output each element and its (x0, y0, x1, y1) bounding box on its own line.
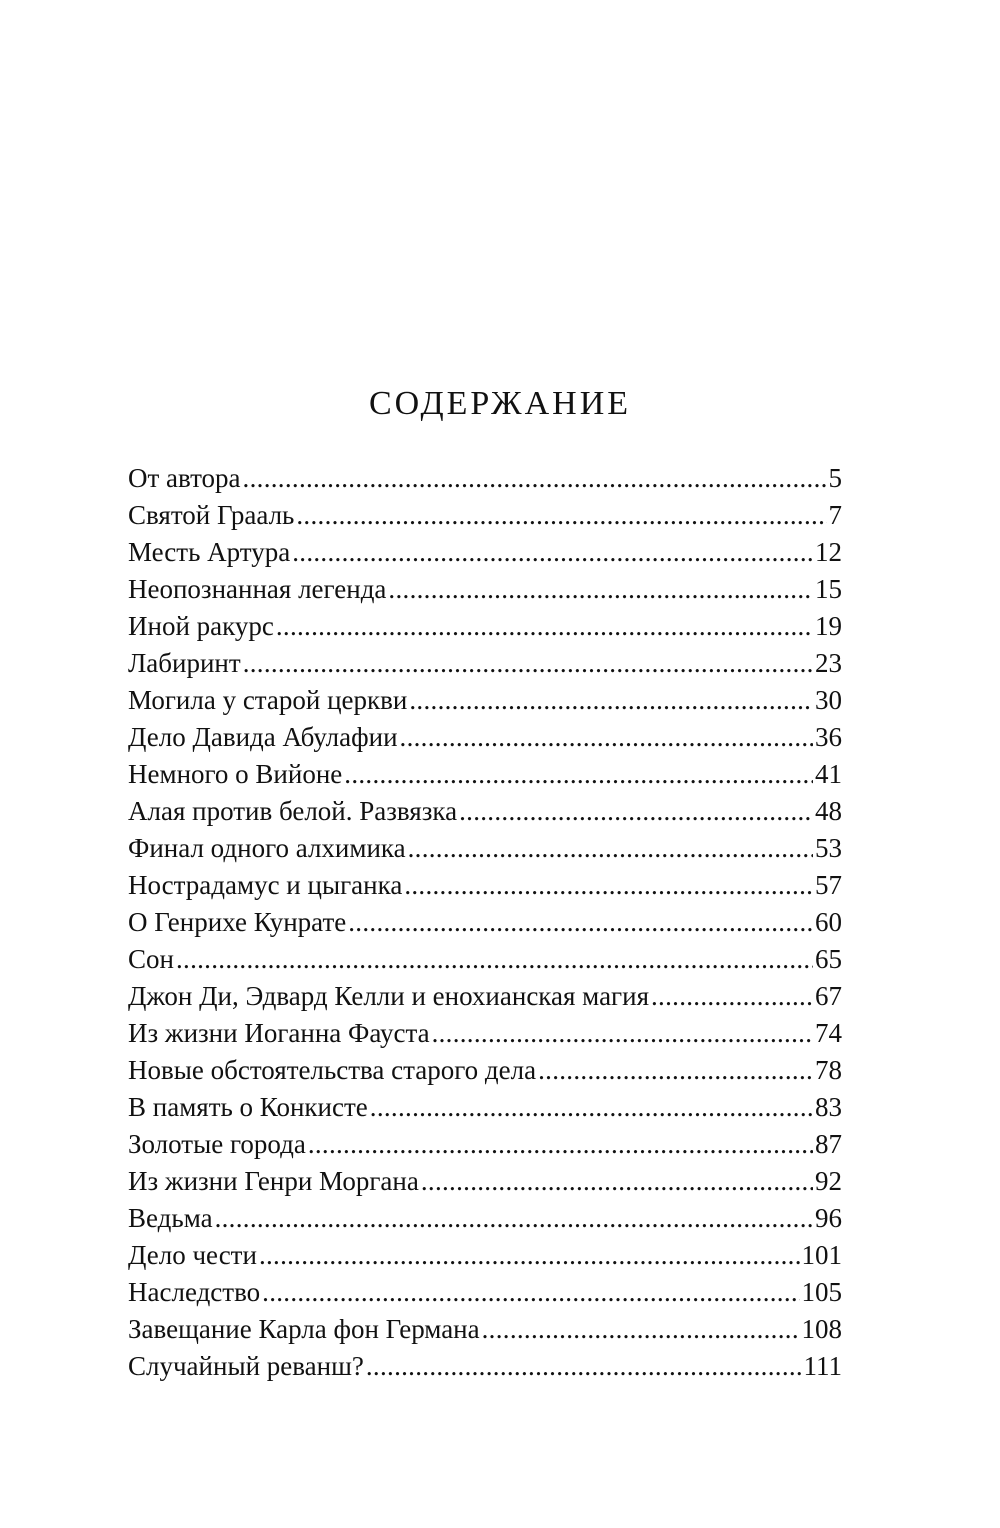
toc-entry (128, 1311, 842, 1348)
toc-entry-title: Лабиринт (128, 648, 241, 678)
toc-dot-leader (432, 1015, 813, 1052)
toc-entry-page-number: 74 (815, 1018, 842, 1048)
toc-entry-title: В память о Конкисте (128, 1092, 368, 1122)
toc-entry (128, 1126, 842, 1163)
toc-dot-leader (176, 941, 813, 978)
toc-entry-title: Иной ракурс (128, 611, 274, 641)
toc-entry-page-number: 96 (815, 1203, 842, 1233)
toc-dot-leader (262, 1274, 799, 1311)
toc-dot-leader (538, 1052, 813, 1089)
toc-dot-leader (388, 571, 813, 608)
toc-entry-page-number: 7 (828, 500, 842, 530)
toc-entry-title: Дело Давида Абулафии (128, 722, 398, 752)
toc-entry (128, 460, 842, 497)
toc-entry (128, 497, 842, 534)
toc-entry-title: Из жизни Иоганна Фауста (128, 1018, 430, 1048)
toc-dot-leader (215, 1200, 813, 1237)
toc-entry-page-number: 60 (815, 907, 842, 937)
toc-entry-page-number: 41 (815, 759, 842, 789)
toc-entry-title: Завещание Карла фон Германа (128, 1314, 480, 1344)
toc-entry-title: Алая против белой. Развязка (128, 796, 458, 826)
toc-entry (128, 682, 842, 719)
toc-entry (128, 534, 842, 571)
toc-entry-page-number: 57 (815, 870, 842, 900)
toc-dot-leader (348, 904, 813, 941)
toc-entry-page-number: 53 (815, 833, 842, 863)
toc-entry (128, 1237, 842, 1274)
toc-entry (128, 571, 842, 608)
toc-entry-title: Новые обстоятельства старого дела (128, 1055, 537, 1085)
toc-list (128, 460, 842, 1385)
toc-entry (128, 756, 842, 793)
toc-entry-title: Финал одного алхимика (128, 833, 406, 863)
toc-dot-leader (296, 497, 826, 534)
toc-entry (128, 1015, 842, 1052)
toc-entry-page-number: 101 (801, 1240, 842, 1270)
toc-dot-leader (400, 719, 813, 756)
toc-dot-leader (243, 460, 827, 497)
toc-entry-title: Неопознанная легенда (128, 574, 387, 604)
toc-dot-leader (308, 1126, 813, 1163)
toc-entry (128, 867, 842, 904)
toc-entry (128, 1274, 842, 1311)
toc-entry-title: Наследство (128, 1277, 261, 1307)
toc-dot-leader (651, 978, 813, 1015)
toc-entry-title: Месть Артура (128, 537, 291, 567)
toc-entry-page-number: 92 (815, 1166, 842, 1196)
toc-dot-leader (409, 682, 813, 719)
toc-entry-page-number: 111 (803, 1351, 842, 1381)
toc-entry (128, 1348, 842, 1385)
toc-dot-leader (243, 645, 813, 682)
toc-dot-leader (421, 1163, 813, 1200)
toc-dot-leader (276, 608, 813, 645)
toc-dot-leader (370, 1089, 813, 1126)
toc-entry-title: Из жизни Генри Моргана (128, 1166, 419, 1196)
toc-entry-title: О Генрихе Кунрате (128, 907, 347, 937)
toc-entry-page-number: 105 (801, 1277, 842, 1307)
toc-entry (128, 793, 842, 830)
toc-entry-page-number: 23 (815, 648, 842, 678)
toc-dot-leader (344, 756, 813, 793)
toc-entry-title: Джон Ди, Эдвард Келли и енохианская магия (128, 981, 649, 1011)
toc-entry-title: Нострадамус и цыганка (128, 870, 403, 900)
toc-entry (128, 978, 842, 1015)
toc-entry (128, 830, 842, 867)
toc-entry-title: От автора (128, 463, 241, 493)
toc-dot-leader (366, 1348, 802, 1385)
toc-dot-leader (408, 830, 813, 867)
toc-entry-page-number: 36 (815, 722, 842, 752)
toc-entry-title: Немного о Вийоне (128, 759, 343, 789)
toc-entry (128, 941, 842, 978)
toc-entry-page-number: 30 (815, 685, 842, 715)
toc-entry (128, 608, 842, 645)
toc-entry (128, 904, 842, 941)
toc-entry (128, 719, 842, 756)
toc-entry-page-number: 67 (815, 981, 842, 1011)
toc-entry-page-number: 15 (815, 574, 842, 604)
toc-entry-title: Могила у старой церкви (128, 685, 408, 715)
toc-entry-title: Случайный реванш? (128, 1351, 364, 1381)
toc-entry-page-number: 5 (828, 463, 842, 493)
toc-entry-title: Ведьма (128, 1203, 213, 1233)
toc-entry (128, 645, 842, 682)
toc-entry-page-number: 108 (801, 1314, 842, 1344)
toc-entry-title: Дело чести (128, 1240, 257, 1270)
toc-entry-title: Святой Грааль (128, 500, 295, 530)
toc-dot-leader (482, 1311, 800, 1348)
toc-entry-page-number: 48 (815, 796, 842, 826)
toc-entry-page-number: 83 (815, 1092, 842, 1122)
toc-entry-title: Золотые города (128, 1129, 306, 1159)
toc-entry (128, 1163, 842, 1200)
toc-entry (128, 1089, 842, 1126)
page-title: СОДЕРЖАНИЕ (368, 385, 632, 422)
toc-entry-page-number: 87 (815, 1129, 842, 1159)
toc-dot-leader (404, 867, 813, 904)
toc-entry-page-number: 78 (815, 1055, 842, 1085)
toc-entry (128, 1052, 842, 1089)
toc-dot-leader (259, 1237, 800, 1274)
toc-dot-leader (459, 793, 813, 830)
toc-entry-page-number: 19 (815, 611, 842, 641)
toc-entry-page-number: 12 (815, 537, 842, 567)
toc-entry-page-number: 65 (815, 944, 842, 974)
toc-entry (128, 1200, 842, 1237)
toc-entry-title: Сон (128, 944, 174, 974)
toc-dot-leader (292, 534, 813, 571)
